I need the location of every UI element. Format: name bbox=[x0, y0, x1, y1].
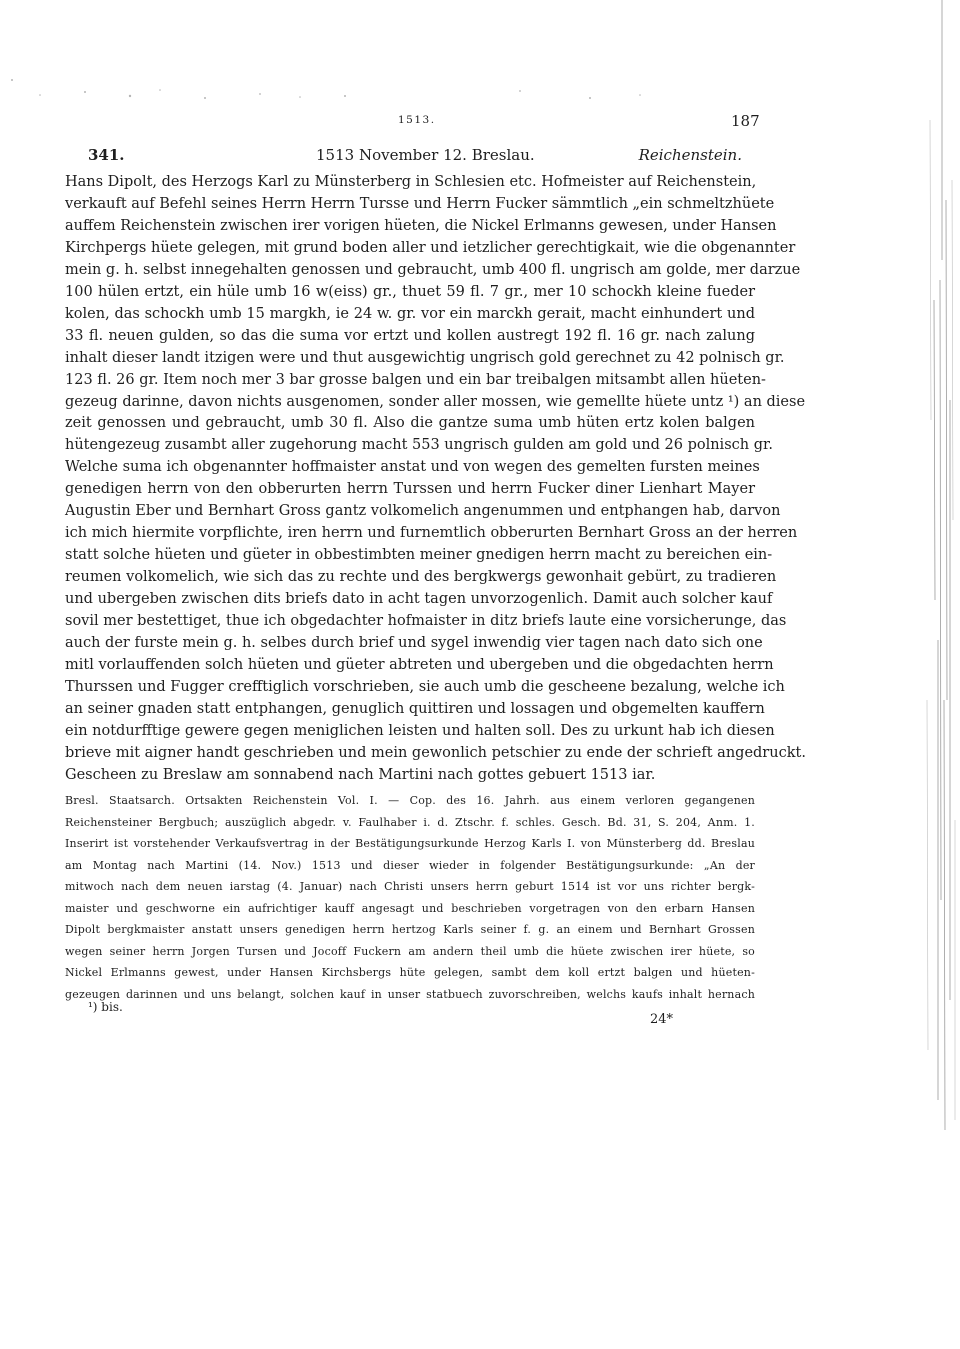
text-line: sovil mer bestettiget, thue ich obgedachter hofmaister in ditz briefs laute eine vorsicherunge, das bbox=[65, 613, 787, 630]
text-line: 33 fl. neuen gulden, so das die suma vor ertzt und kollen austregt 192 fl. 16 gr. nach zalung bbox=[65, 327, 755, 344]
text-line: Hans Dipolt, des Herzogs Karl zu Münsterberg in Schlesien etc. Hofmeister auf Reichenstein, bbox=[65, 174, 757, 190]
text-line: statt solche hüeten und güeter in obbestimbten meiner gnedigen herrn macht zu bereichen ein- bbox=[65, 547, 773, 564]
document-place: Reichenstein. bbox=[638, 146, 742, 164]
running-head-year: 1513. bbox=[398, 114, 436, 126]
text-line: 123 fl. 26 gr. Item noch mer 3 bar grosse balgen und ein bar treibalgen mitsambt allen hüeten- bbox=[65, 371, 766, 388]
scan-edge-noise bbox=[900, 0, 960, 1349]
page-number: 187 bbox=[731, 112, 760, 130]
text-line: kolen, das schockh umb 15 margkh, ie 24 w. gr. vor ein marckh gerait, macht einhundert und bbox=[65, 305, 755, 322]
text-line: hütengezeug zusambt aller zugehorung macht 553 ungrisch gulden am gold und 26 polnisch gr. bbox=[65, 437, 773, 454]
text-line: Kirchpergs hüete gelegen, mit grund boden aller und ietzlicher gerechtigkait, wie die obgenannter bbox=[65, 239, 796, 256]
text-line: brieve mit aigner handt geschrieben und mein gewonlich petschier zu ende der schrieft angedruckt. bbox=[65, 744, 806, 761]
text-line: an seiner gnaden statt entphangen, genuglich quittiren und lossagen und obgemelten kauffern bbox=[65, 700, 765, 717]
commentary-line: am Montag nach Martini (14. Nov.) 1513 und dieser wieder in folgender Bestätigungsurkunde: „An der bbox=[65, 858, 755, 872]
text-line: reumen volkomelich, wie sich das zu rechte und des bergkwergs gewonhait gebürt, zu tradieren bbox=[65, 569, 777, 586]
commentary-line: Reichensteiner Bergbuch; auszüglich abgedr. v. Faulhaber i. d. Ztschr. f. schles. Gesch. Bd. 31, S. 204, Anm. 1. bbox=[65, 815, 755, 829]
text-line: Gescheen zu Breslaw am sonnabend nach Martini nach gottes gebuert 1513 iar. bbox=[65, 766, 656, 783]
document-date: 1513 November 12. Breslau. bbox=[316, 146, 535, 164]
text-line: zeit genossen und gebraucht, umb 30 fl. Also die gantze suma umb hüten ertz kolen balgen bbox=[65, 415, 755, 432]
text-line: 100 hülen ertzt, ein hüle umb 16 w(eiss) gr., thuet 59 fl. 7 gr., mer 10 schockh kleine fueder bbox=[65, 283, 755, 300]
commentary-line: wegen seiner herrn Jorgen Tursen und Jocoff Fuckern am andern theil umb die hüete zwischen irer hüete, so bbox=[65, 944, 755, 958]
document-number: 341. bbox=[88, 146, 125, 164]
text-line: und ubergeben zwischen dits briefs dato in acht tagen unvorzogenlich. Damit auch solcher kauf bbox=[65, 591, 773, 608]
commentary-line: mitwoch nach dem neuen iarstag (4. Januar) nach Christi unsers herrn geburt 1514 ist vor uns richter bergk- bbox=[65, 880, 755, 893]
commentary-line: Nickel Erlmanns gewest, under Hansen Kirchsbergs hüte gelegen, sambt dem koll ertzt balgen und hüeten- bbox=[65, 966, 755, 979]
text-line: genedigen herrn von den obberurten herrn Turssen und herrn Fucker diner Lienhart Mayer bbox=[65, 481, 755, 498]
commentary-line: maister und geschworne ein aufrichtiger kauff angesagt und beschrieben vorgetragen von den erbarn Hansen bbox=[65, 901, 755, 915]
text-line: Welche suma ich obgenannter hoffmaister anstat und von wegen des gemelten fursten meines bbox=[65, 459, 760, 476]
text-line: auch der furste mein g. h. selbes durch brief und sygel inwendig vier tagen nach dato sich one bbox=[65, 635, 763, 652]
footnote: ¹) bis. bbox=[88, 1000, 123, 1014]
signature-mark: 24* bbox=[650, 1012, 674, 1027]
text-line: Thurssen und Fugger crefftiglich vorschrieben, sie auch umb die gescheene bezalung, welche ich bbox=[65, 678, 785, 695]
document-header bbox=[88, 146, 742, 168]
running-head bbox=[0, 112, 960, 132]
text-line: auffem Reichenstein zwischen irer vorigen hüeten, die Nickel Erlmanns gewesen, under Hansen bbox=[65, 217, 777, 234]
text-line: mein g. h. selbst innegehalten genossen und gebraucht, umb 400 fl. ungrisch am golde, mer darzue bbox=[65, 261, 801, 278]
commentary-line: Dipolt bergkmaister anstatt unsers genedigen herrn hertzog Karls seiner f. g. an einem und Bernhart Grossen bbox=[65, 923, 755, 936]
commentary-line: Bresl. Staatsarch. Ortsakten Reichenstein Vol. I. — Cop. des 16. Jahrh. aus einem verloren gegangenen bbox=[65, 794, 755, 807]
text-line: mitl vorlauffenden solch hüeten und güeter abtreten und ubergeben und die obgedachten herrn bbox=[65, 656, 774, 673]
text-line: inhalt dieser landt itzigen were und thut ausgewichtig ungrisch gold gerechnet zu 42 polnisch gr. bbox=[65, 349, 785, 366]
main-text bbox=[65, 172, 806, 787]
scan-noise-top bbox=[0, 60, 700, 110]
text-line: ein notdurfftige gewere gegen meniglichen leisten und halten soll. Des zu urkunt hab ich diesen bbox=[65, 722, 775, 739]
text-line: Augustin Eber und Bernhart Gross gantz volkomelich angenummen und entphangen hab, darvon bbox=[65, 503, 781, 520]
source-commentary bbox=[65, 790, 755, 1005]
text-line: gezeug darinne, davon nichts ausgenomen, sonder aller mossen, wie gemellte hüete untz ¹) an diese bbox=[65, 393, 806, 410]
commentary-line: gezeugen darinnen und uns belangt, solchen kauf in unser statbuech zuvorschreiben, welchs kaufs inhalt hernach bbox=[65, 987, 755, 1001]
text-line: verkauft auf Befehl seines Herrn Herrn Tursse und Herrn Fucker sämmtlich „ein schmeltzhüete bbox=[65, 195, 775, 212]
text-line: ich mich hiermite vorpflichte, iren herrn und furnemtlich obberurten Bernhart Gross an der herren bbox=[65, 525, 798, 542]
commentary-line: Inserirt ist vorstehender Verkaufsvertrag in der Bestätigungsurkunde Herzog Karls I. von Münsterberg dd. Breslau bbox=[65, 837, 755, 850]
